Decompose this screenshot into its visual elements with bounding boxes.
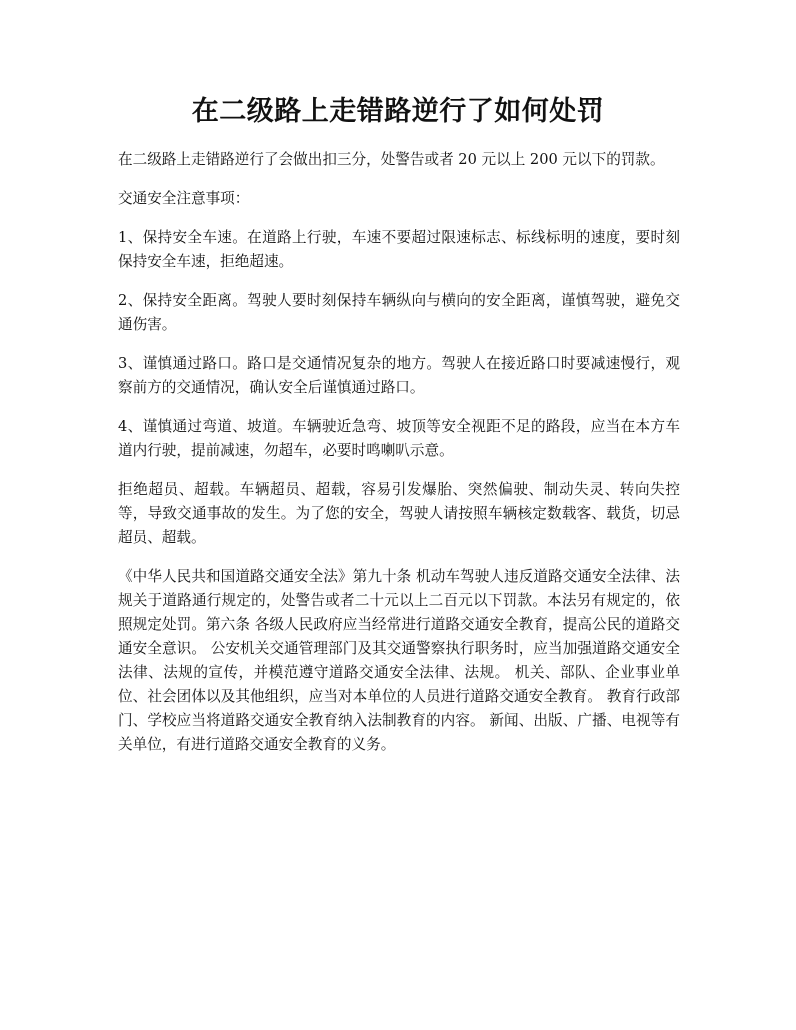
- safety-item-curves-slopes: 4、谨慎通过弯道、坡道。车辆驶近急弯、坡顶等安全视距不足的路段，应当在本方车道内行驶，提前减速，勿超车，必要时鸣喇叭示意。: [118, 418, 680, 459]
- law-citation-paragraph: 《中华人民共和国道路交通安全法》第九十条 机动车驾驶人违反道路交通安全法律、法规关于道路通行规定的，处警告或者二十元以上二百元以下罚款。本法另有规定的，依照规定处罚。第六条 各级人民政府应当经常进行道路交通安全教育，提高公民的道路交通安全意识。 公安机关交通管理部门及其交通警察执行职务时，应当加强道路交通安全法律、法规的宣传，并模范遵守道路交通安全法律、法规。 机关、部队、企业事业单位、社会团体以及其他组织，应当对本单位的人员进行道路交通安全教育。 教育行政部门、学校应当将道路交通安全教育纳入法制教育的内容。 新闻、出版、广播、电视等有关单位，有进行道路交通安全教育的义务。: [118, 568, 680, 753]
- safety-item-distance: 2、保持安全距离。驾驶人要时刻保持车辆纵向与横向的安全距离，谨慎驾驶，避免交通伤害。: [118, 292, 680, 333]
- overload-paragraph: 拒绝超员、超载。车辆超员、超载，容易引发爆胎、突然偏驶、制动失灵、转向失控等，导致交通事故的发生。为了您的安全，驾驶人请按照车辆核定数载客、载货，切忌超员、超载。: [118, 481, 680, 546]
- page-title: 在二级路上走错路逆行了如何处罚: [191, 96, 605, 127]
- safety-item-intersection: 3、谨慎通过路口。路口是交通情况复杂的地方。驾驶人在接近路口时要减速慢行，观察前方的交通情况，确认安全后谨慎通过路口。: [118, 355, 680, 396]
- document-body: [118, 148, 680, 772]
- intro-paragraph: 在二级路上走错路逆行了会做出扣三分，处警告或者 20 元以上 200 元以下的罚款。: [118, 151, 665, 168]
- safety-item-speed: 1、保持安全车速。在道路上行驶，车速不要超过限速标志、标线标明的速度，要时刻保持安全车速，拒绝超速。: [118, 229, 680, 270]
- section-heading-safety-notes: 交通安全注意事项：: [118, 190, 250, 207]
